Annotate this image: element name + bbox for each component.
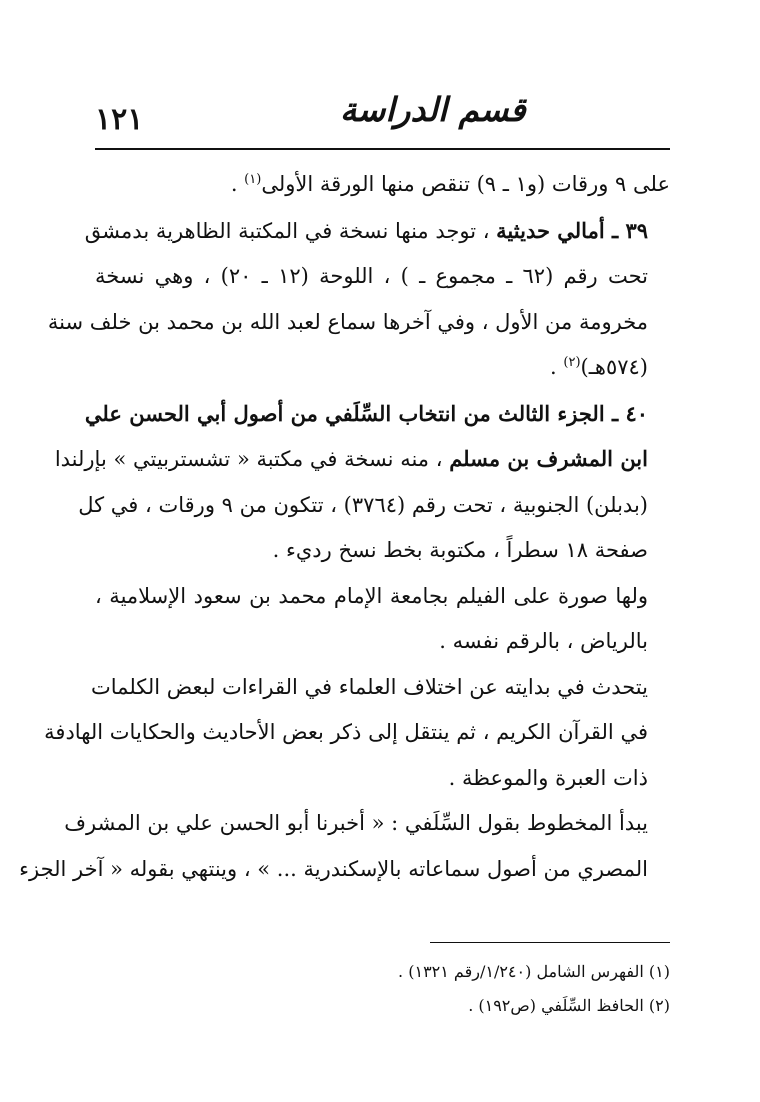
paragraph-5 xyxy=(44,665,670,802)
text-line: (بدبلن) الجنوبية ، تحت رقم (٣٧٦٤) ، تتكون من ٩ ورقات ، في كل xyxy=(78,492,648,517)
text-line xyxy=(54,436,670,483)
entry-heading: ٣٩ ـ أمالي حديثية xyxy=(496,217,648,243)
section-title: قسم الدراسة xyxy=(340,90,526,129)
paragraph-2 xyxy=(47,208,670,391)
page-number: ١٢١ xyxy=(95,102,144,137)
text-line: مخرومة من الأول ، وفي آخرها سماع لعبد الله بن محمد بن خلف سنة xyxy=(47,309,648,334)
text-line xyxy=(84,208,670,255)
paragraph-3 xyxy=(54,391,670,574)
paragraph-1 xyxy=(95,162,670,208)
entry-heading-continued: ابن المشرف بن مسلم xyxy=(449,446,648,471)
body-text xyxy=(19,162,670,892)
text-line: صفحة ١٨ سطراً ، مكتوبة بخط نسخ رديء . xyxy=(272,538,648,562)
text-line xyxy=(95,162,670,208)
text-line: تحت رقم (٦٢ ـ مجموع ـ ) ، اللوحة (١٢ ـ ٢٠) ، وهي نسخة xyxy=(95,264,648,288)
text-line: ولها صورة على الفيلم بجامعة الإمام محمد بن سعود الإسلامية ، xyxy=(95,583,648,608)
paragraph-4 xyxy=(95,574,670,665)
text-line: ذات العبرة والموعظة . xyxy=(448,765,648,790)
text-line: بالرياض ، بالرقم نفسه . xyxy=(439,629,648,653)
footnote-2: (٢) الحافظ السِّلَفي (ص١٩٢) . xyxy=(468,996,670,1015)
header-divider xyxy=(95,148,670,150)
text-segment: . xyxy=(230,172,245,196)
entry-heading: ٤٠ ـ الجزء الثالث من انتخاب السِّلَفي من أصول أبي الحسن علي xyxy=(84,400,648,426)
text-segment: (٥٧٤هـ) xyxy=(580,355,648,379)
footnote-divider xyxy=(430,942,670,943)
paragraph-6 xyxy=(19,801,670,892)
text-line: المصري من أصول سماعاته بالإسكندرية ... » ، وينتهي بقوله « آخر الجزء xyxy=(19,856,648,881)
text-segment: . xyxy=(550,355,564,379)
footnote-marker: (٢) xyxy=(563,355,581,370)
page-header xyxy=(95,78,670,148)
text-segment: ، منه نسخة في مكتبة « تشستربيتي » بإرلندا xyxy=(54,447,450,471)
text-line xyxy=(95,345,670,391)
text-line: في القرآن الكريم ، ثم ينتقل إلى ذكر بعض الأحاديث والحكايات الهادفة xyxy=(44,720,648,744)
footnote-marker: (١) xyxy=(244,172,262,187)
text-line: يبدأ المخطوط بقول السِّلَفي : « أخبرنا أبو الحسن علي بن المشرف xyxy=(64,811,648,835)
footnote-1: (١) الفهرس الشامل (١/٢٤٠/رقم ١٣٢١) . xyxy=(398,962,670,981)
text-segment: على ٩ ورقات (و١ ـ ٩) تنقص منها الورقة الأولى xyxy=(261,172,670,196)
text-segment: ، توجد منها نسخة في المكتبة الظاهرية بدمشق xyxy=(84,218,497,243)
text-line: يتحدث في بدايته عن اختلاف العلماء في القراءات لبعض الكلمات xyxy=(91,674,648,699)
footnotes xyxy=(95,955,670,1023)
